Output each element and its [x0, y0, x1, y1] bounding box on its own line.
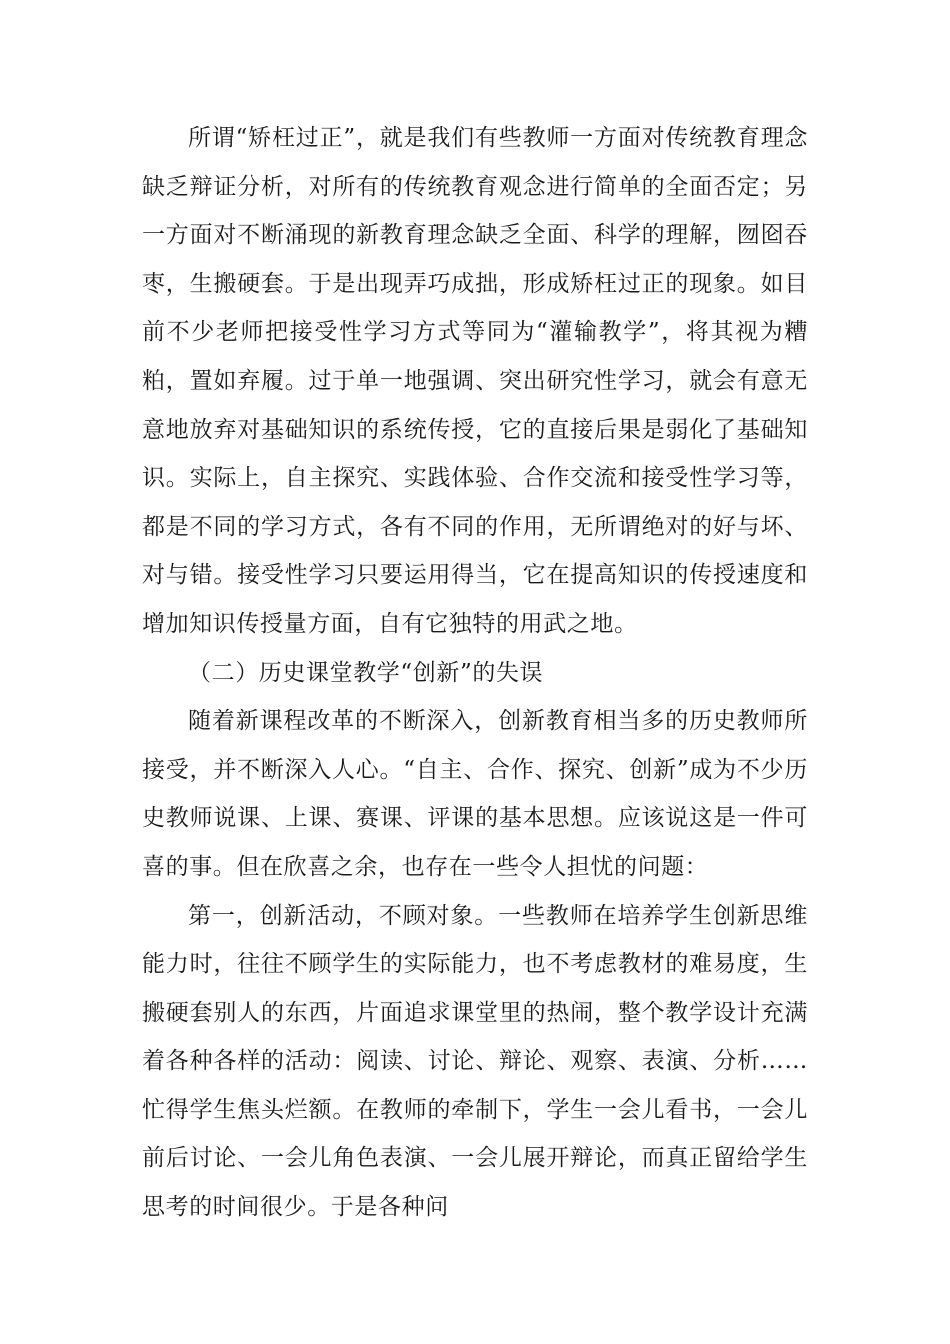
paragraph-innovation-intro: 随着新课程改革的不断深入，创新教育相当多的历史教师所接受，并不断深入人心。“自主、合作、探究、创新”成为不少历史教师说课、上课、赛课、评课的基本思想。应该说这是一件可喜的事。但在欣喜之余，也存在一些令人担忧的问题： — [142, 708, 808, 880]
paragraph-jiaowang-guozheng: 所谓“矫枉过正”，就是我们有些教师一方面对传统教育理念缺乏辩证分析，对所有的传统教育观念进行简单的全面否定；另一方面对不断涌现的新教育理念缺乏全面、科学的理解，囫囵吞枣，生搬硬套。于是出现弄巧成拙，形成矫枉过正的现象。如目前不少老师把接受性学习方式等同为“灌输教学”，将其视为糟粕，置如弃履。过于单一地强调、突出研究性学习，就会有意无意地放弃对基础知识的系统传授，它的直接后果是弱化了基础知识。实际上，自主探究、实践体验、合作交流和接受性学习等，都是不同的学习方式，各有不同的作用，无所谓绝对的好与坏、对与错。接受性学习只要运用得当，它在提高知识的传授速度和增加知识传授量方面，自有它独特的用武之地。 — [142, 125, 808, 637]
document-body — [142, 114, 808, 1232]
paragraph-first-point: 第一，创新活动，不顾对象。一些教师在培养学生创新思维能力时，往往不顾学生的实际能力，也不考虑教材的难易度，生搬硬套别人的东西，片面追求课堂里的热闹，整个教学设计充满着各种各样的活动：阅读、讨论、辩论、观察、表演、分析……忙得学生焦头烂额。在教师的牵制下，学生一会儿看书，一会儿前后讨论、一会儿角色表演、一会儿展开辩论，而真正留给学生思考的时间很少。于是各种问 — [142, 902, 808, 1221]
section-heading: （二）历史课堂教学“创新”的失误 — [188, 659, 544, 686]
